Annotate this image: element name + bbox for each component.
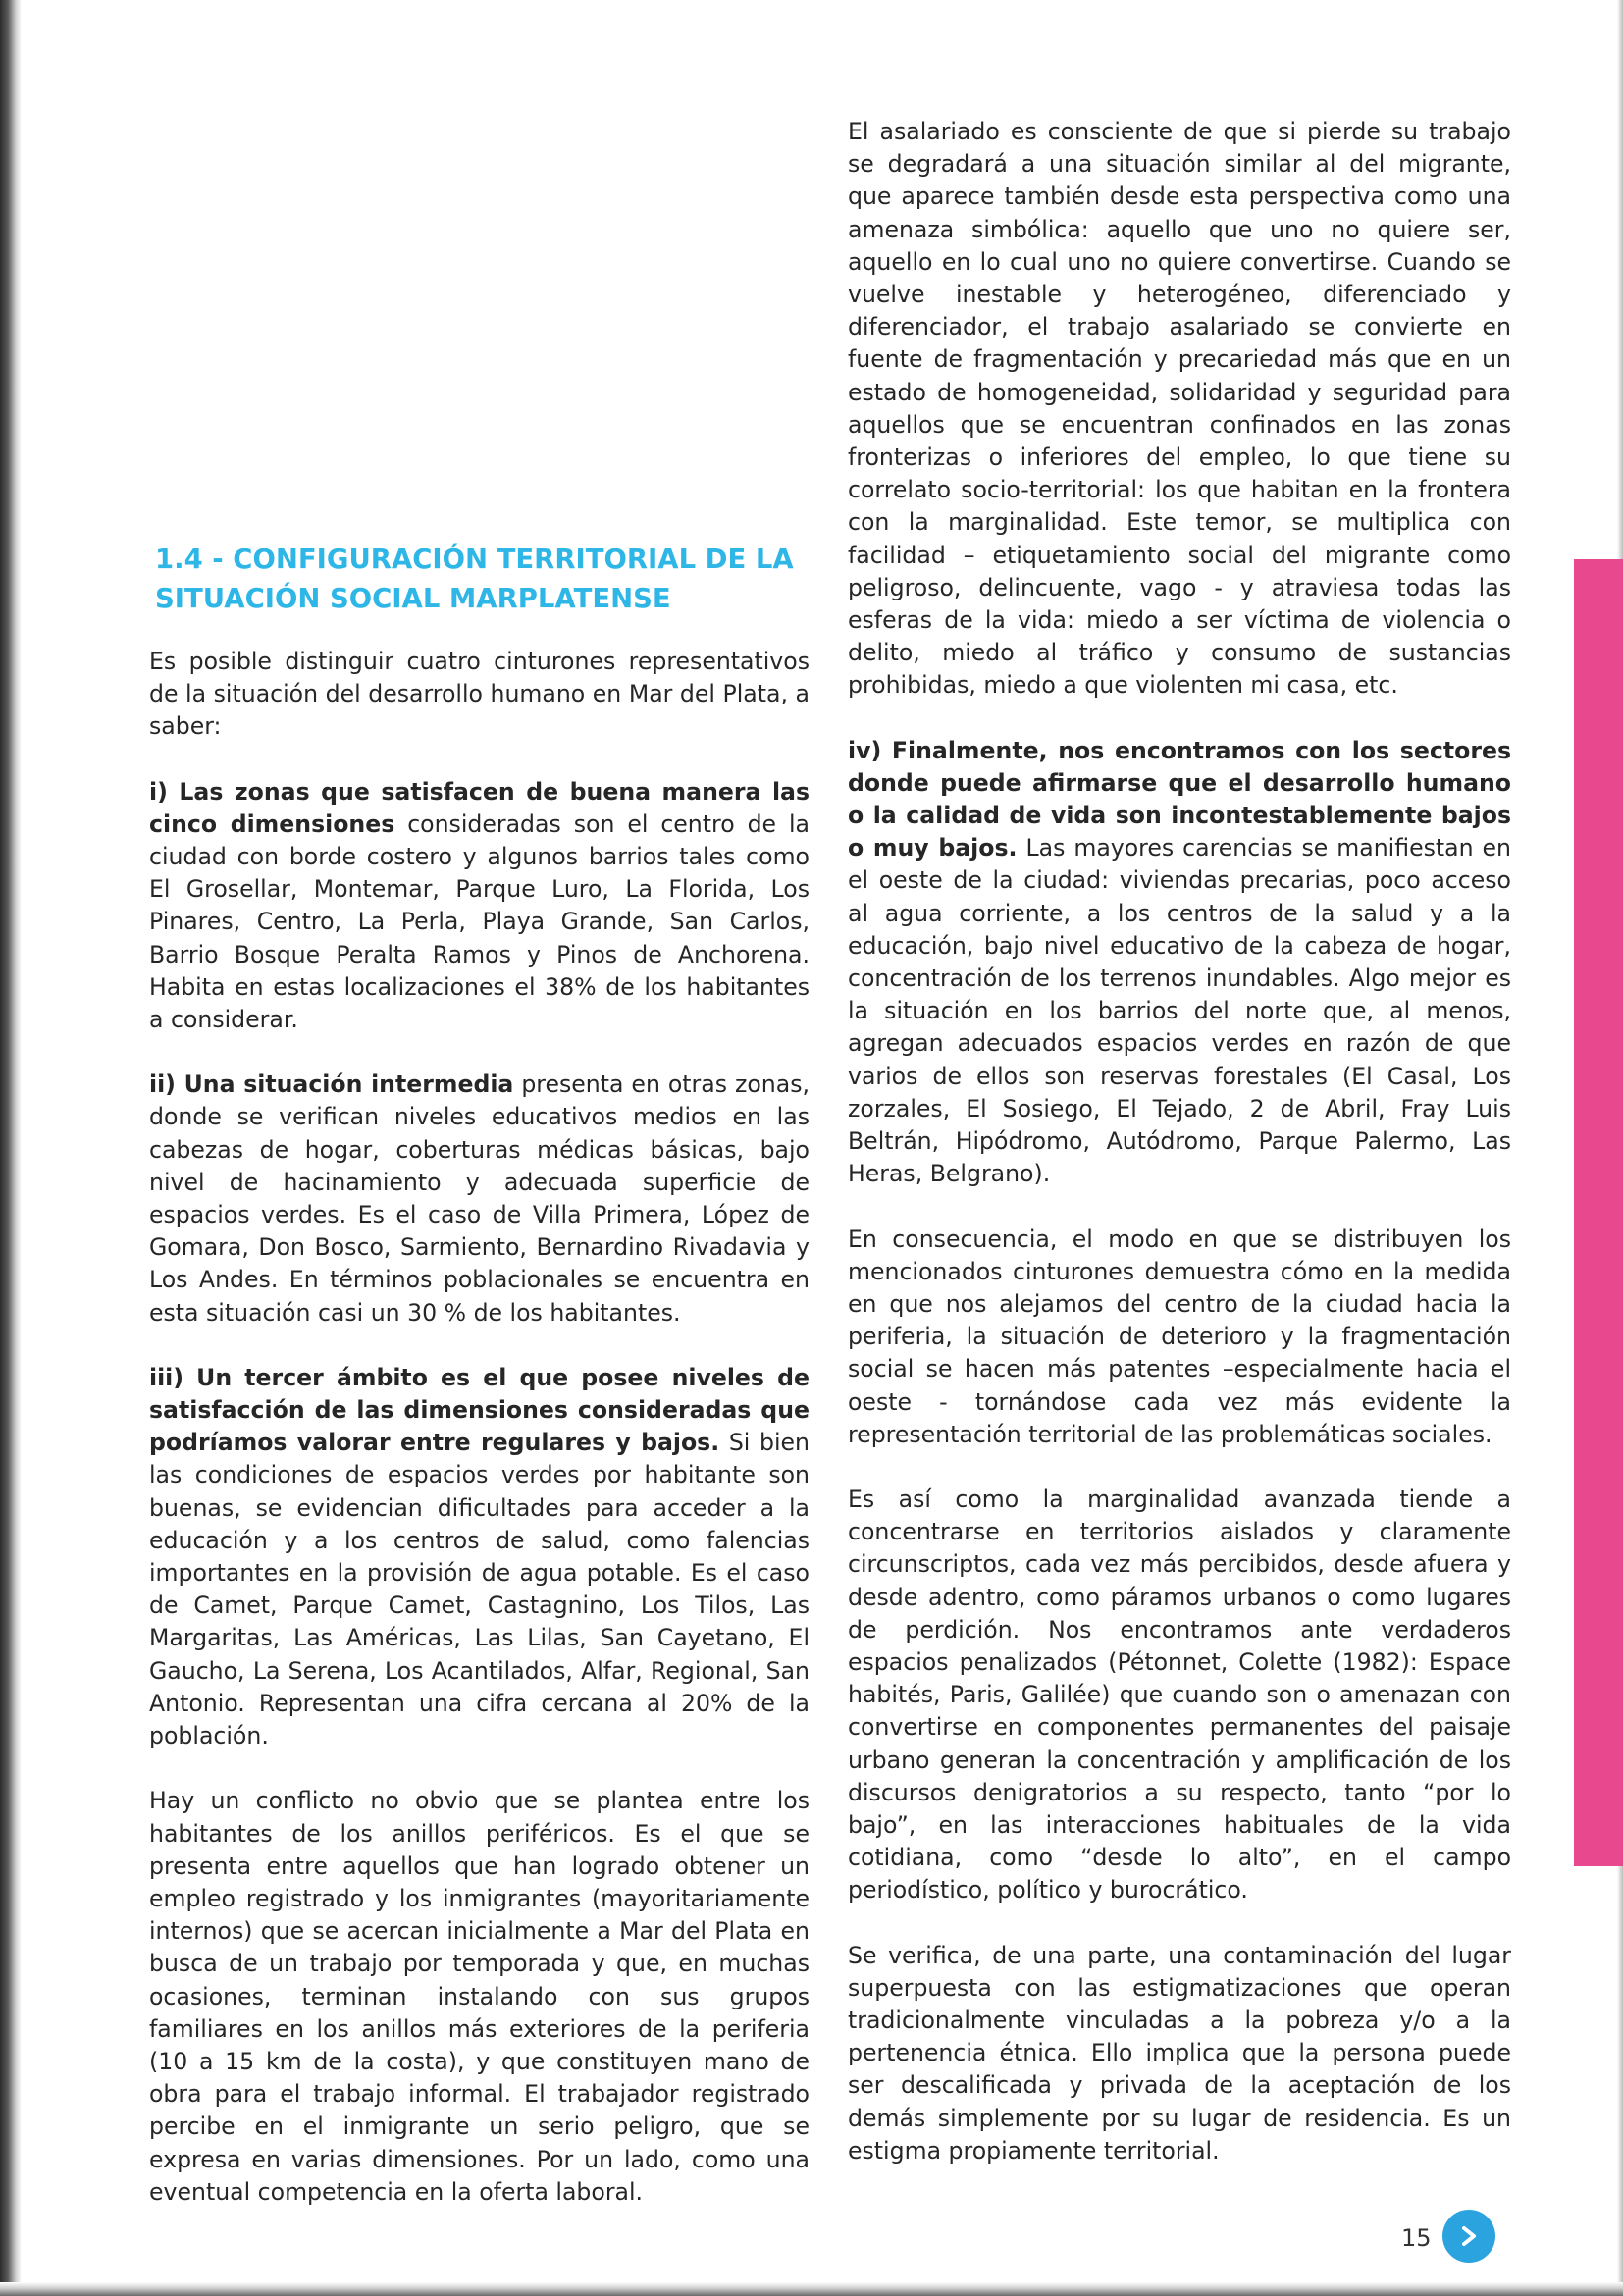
intro-paragraph: Es posible distinguir cuatro cinturones representativos de la situación del desarrollo humano en Mar del Plata, a saber: bbox=[149, 648, 810, 741]
item-ii-paragraph bbox=[149, 1069, 810, 1330]
section-title-line-1: 1.4 - CONFIGURACIÓN TERRITORIAL DE LA bbox=[155, 544, 794, 575]
item-iii-text: Si bien las condiciones de espacios verdes por habitante son buenas, se evidencian dificultades para acceder a la educación y a los centros de salud, como falencias importantes en la provisión de agua potable. Es el caso de Camet, Parque Camet, Castagnino, Los Tilos, Las Margaritas, Las Américas, Las Lilas, San Cayetano, El Gaucho, La Serena, Los Acantilados, Alfar, Regional, San Antonio. Representan una cifra cercana al 20% de la población. bbox=[149, 1429, 810, 1750]
item-ii-text: presenta en otras zonas, donde se verifican niveles educativos medios en las cabezas de hogar, coberturas médicas básicas, bajo nivel de hacinamiento y adecuada superficie de espacios verdes. Es el caso de Villa Primera, López de Gomara, Don Bosco, Sarmiento, Bernardino Rivadavia y Los Andes. En términos poblacionales se encuentra en esta situación casi un 30 % de los habitantes. bbox=[149, 1070, 810, 1327]
item-i-paragraph bbox=[149, 776, 810, 1037]
right-column bbox=[848, 116, 1511, 2167]
page-number: 15 bbox=[1401, 2224, 1432, 2252]
left-column bbox=[149, 540, 810, 2209]
marginality-paragraph: Es así como la marginalidad avanzada tiende a concentrarse en territorios aislados y claramente circunscriptos, cada vez más percibidos, desde afuera y desde adentro, como páramos urbanos o como lugares de perdición. Nos encontramos ante verdaderos espacios penalizados (Pétonnet, Colette (1982): Espace habités, Paris, Galilée) que cuando son o amenazan con convertirse en componentes permanentes del paisaje urbano generan la concentración y amplificación de los discursos denigratorios a su respecto, tanto “por lo bajo”, en las interacciones habituales de la vida cotidiana, como “desde lo alto”, en el campo periodístico, político y burocrático. bbox=[848, 1485, 1511, 1905]
item-iv-text: Las mayores carencias se manifiestan en el oeste de la ciudad: viviendas precarias, poco acceso al agua corriente, a los centros de la salud y a la educación, bajo nivel educativo de la cabeza de hogar, concentración de los terrenos inundables. Algo mejor es la situación en los barrios del norte que, al menos, agregan adecuados espacios verdes en razón de que varios de ellos son reservas forestales (El Casal, Los zorzales, El Sosiego, El Tejado, 2 de Abril, Fray Luis Beltrán, Hipódromo, Autódromo, Parque Palermo, Las Heras, Belgrano). bbox=[848, 834, 1512, 1188]
consequence-paragraph: En consecuencia, el modo en que se distribuyen los mencionados cinturones demuestra cómo en la medida en que nos alejamos del centro de la ciudad hacia la periferia, la situación de deterioro y la fragmentación social se hacen más patentes –especialmente hacia el oeste - tornándose cada vez más evidente la representación territorial de las problemáticas sociales. bbox=[848, 1225, 1511, 1448]
page-left-edge-shadow bbox=[0, 0, 22, 2296]
continuation-paragraph: El asalariado es consciente de que si pierde su trabajo se degradará a una situación similar al del migrante, que aparece también desde esta perspectiva como una amenaza simbólica: aquello que uno no quiere ser, aquello en lo cual uno no quiere convertirse. Cuando se vuelve inestable y heterogéneo, diferenciado y diferenciador, el trabajo asalariado se convierte en fuente de fragmentación y precariedad más que en un estado de homogeneidad, solidaridad y seguridad para aquellos que se encuentran confinados en las zonas fronterizas o inferiores del empleo, lo que tiene su correlato socio-territorial: los que habitan en la frontera con la marginalidad. Este temor, se multiplica con facilidad – etiquetamiento social del migrante como peligroso, delincuente, vago - y atraviesa todas las esferas de la vida: miedo a ser víctima de violencia o delito, miedo al tráfico y consumo de sustancias prohibidas, miedo a que violenten mi casa, etc. bbox=[848, 118, 1511, 700]
item-i-heading: i) Las zonas que satisfacen de buena manera las cinco dimensiones bbox=[149, 777, 810, 838]
item-iv-heading: iv) Finalmente, nos encontramos con los sectores donde puede afirmarse que el desarrollo humano o la calidad de vida son incontestablemente bajos o muy bajos. bbox=[848, 736, 1511, 862]
item-iii-paragraph bbox=[149, 1362, 810, 1752]
item-i-text: consideradas son el centro de la ciudad con borde costero y algunos barrios tales como El Grosellar, Montemar, Parque Luro, La Florida, Los Pinares, Centro, La Perla, Playa Grande, San Carlos, Barrio Bosque Peralta Ramos y Pinos de Anchorena. Habita en estas localizaciones el 38% de los habitantes a considerar. bbox=[149, 809, 810, 1034]
section-title bbox=[155, 540, 810, 618]
section-title-line-2: SITUACIÓN SOCIAL MARPLATENSE bbox=[155, 583, 671, 614]
conflict-paragraph: Hay un conflicto no obvio que se plantea entre los habitantes de los anillos periféricos. Es el que se presenta entre aquellos que han logrado obtener un empleo registrado y los inmigrantes (mayoritariamente internos) que se acercan inicialmente a Mar del Plata en busca de un trabajo por temporada y que, en muchas ocasiones, terminan instalando con sus grupos familiares en los anillos más exteriores de la periferia (10 a 15 km de la costa), y que constituyen mano de obra para el trabajo informal. El trabajador registrado percibe en el inmigrante un serio peligro, que se expresa en varias dimensiones. Por un lado, como una eventual competencia en la oferta laboral. bbox=[149, 1787, 810, 2206]
item-iv-paragraph bbox=[848, 735, 1511, 1191]
chapter-color-tab bbox=[1574, 559, 1623, 1866]
item-ii-heading: ii) Una situación intermedia bbox=[149, 1070, 514, 1099]
item-iii-heading: iii) Un tercer ámbito es el que posee niveles de satisfacción de las dimensiones consideradas que podríamos valorar entre regulares y bajos. bbox=[149, 1363, 810, 1457]
contamination-paragraph: Se verifica, de una parte, una contaminación del lugar superpuesta con las estigmatizaciones que operan tradicionalmente vinculadas a la pobreza y/o a la pertenencia étnica. Ello implica que la persona puede ser descalificada y privada de la aceptación de los demás simplemente por su lugar de residencia. Es un estigma propiamente territorial. bbox=[848, 1941, 1511, 2165]
chevron-right-icon bbox=[1456, 2223, 1482, 2249]
page-bottom-edge-shadow bbox=[0, 2282, 1623, 2296]
next-page-button[interactable] bbox=[1442, 2210, 1495, 2263]
